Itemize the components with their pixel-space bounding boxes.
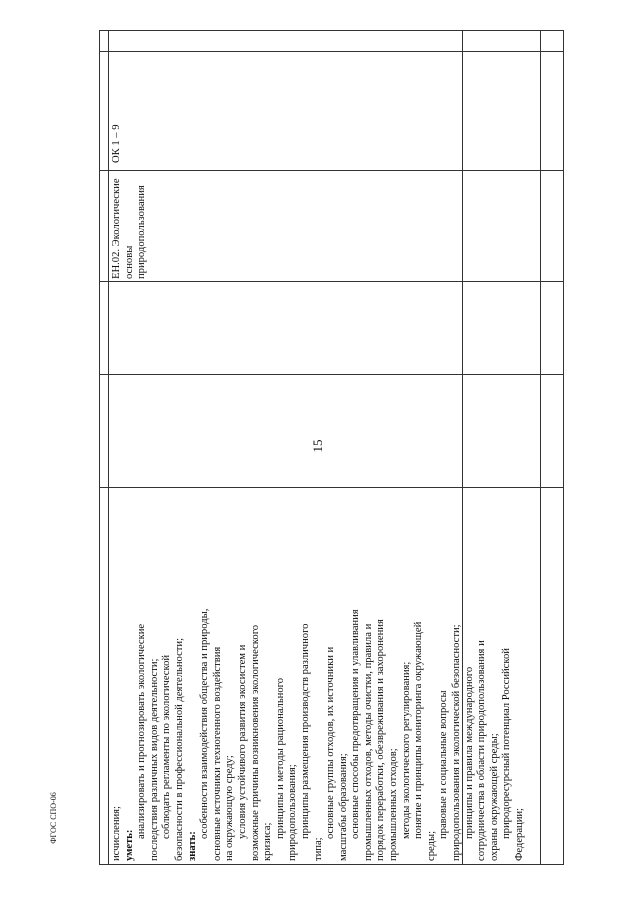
content-line: Федерации; xyxy=(514,808,525,861)
content-line: принципы размещения производств различного xyxy=(299,623,311,839)
content-line: природопользования; xyxy=(287,764,299,861)
content-line: уметь: xyxy=(123,829,135,861)
col-divider xyxy=(99,281,564,282)
content-line: типа; xyxy=(312,837,324,861)
content-line: основные источники техногенного воздействия xyxy=(211,646,223,861)
content-line: порядок переработки, обезвреживания и захоронения xyxy=(375,619,387,861)
content-line: методы экологического регулирования; xyxy=(400,661,412,839)
rotated-table-container xyxy=(99,30,564,865)
row-divider xyxy=(540,30,541,865)
col-divider xyxy=(99,51,564,52)
document-footer: ФГОС СПО-06 xyxy=(49,792,58,844)
content-line: соблюдать регламенты по экологической xyxy=(161,654,173,839)
content-line: особенности взаимодействия общества и природы, xyxy=(199,608,211,839)
content-line: промышленных отходов, методы очистки, правила и xyxy=(362,623,374,861)
content-line: безопасности в профессиональной деятельности; xyxy=(173,637,185,861)
content-line: условия устойчивого развития экосистем и xyxy=(236,644,248,839)
content-line: сотрудничества в области природопользования и xyxy=(476,640,488,861)
page-number: 15 xyxy=(310,439,325,453)
content-line: исчисления; xyxy=(111,805,122,861)
content-line: принципы и методы рационального xyxy=(274,677,286,839)
competencies-text: ОК 1 – 9 xyxy=(111,124,122,163)
row-divider xyxy=(108,30,109,865)
content-line: правовые и социальные вопросы xyxy=(438,690,450,839)
content-line: среды; xyxy=(425,830,437,861)
content-line: знать: xyxy=(186,831,198,861)
content-line: основные группы отходов, их источники и xyxy=(325,646,337,839)
col-divider xyxy=(99,374,564,375)
content-cell xyxy=(111,489,527,861)
col-divider xyxy=(99,487,564,488)
competencies-cell xyxy=(111,63,124,163)
content-line: природоресурсный потенциал Российской xyxy=(501,648,513,839)
content-line: анализировать и прогнозировать экологические xyxy=(136,623,148,839)
content-line: основные способы предотвращения и улавливания xyxy=(350,609,362,839)
discipline-line: ЕН.02. Экологические xyxy=(111,178,122,279)
content-line: промышленных отходов; xyxy=(388,748,400,861)
content-line: последствия различных видов деятельности; xyxy=(148,658,160,861)
content-line: понятие и принципы мониторинга окружающей xyxy=(413,621,425,839)
content-line: природопользования и экологической безопасности; xyxy=(451,624,463,861)
content-line: кризиса; xyxy=(262,822,274,861)
content-line: охраны окружающей среды; xyxy=(488,733,500,861)
curriculum-table xyxy=(99,30,564,865)
content-line: на окружающую среду; xyxy=(224,755,236,861)
discipline-cell xyxy=(111,174,149,279)
discipline-line: природопользования xyxy=(136,185,148,279)
content-line: масштабы образования; xyxy=(337,753,349,861)
content-line: возможные причины возникновения экологического xyxy=(249,624,261,861)
content-line: принципы и правила международного xyxy=(463,666,475,839)
col-divider xyxy=(99,170,564,171)
discipline-line: основы xyxy=(123,245,135,279)
